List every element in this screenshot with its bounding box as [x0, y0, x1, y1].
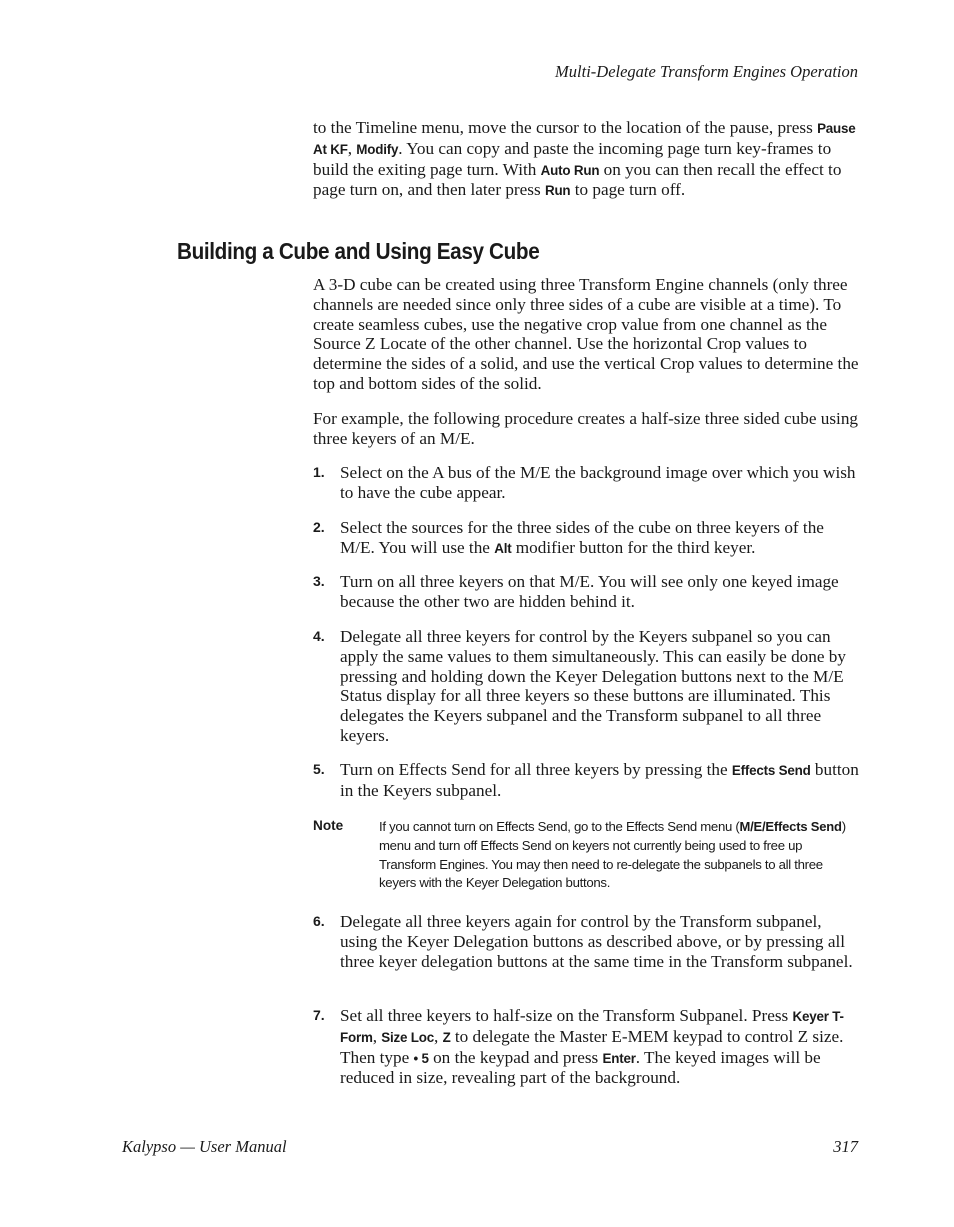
- step-number: 7.: [313, 1007, 325, 1023]
- step-text: to delegate the Master E-MEM keypad to control Z size. Then type: [340, 1026, 844, 1067]
- auto-run-button-ref: Auto Run: [540, 162, 600, 178]
- step-6: [313, 912, 860, 971]
- step-text: ,: [434, 1026, 443, 1046]
- step-text: on the keypad and press: [428, 1047, 603, 1067]
- pause-at-kf-button-ref: Pause At KF: [313, 121, 856, 157]
- step-1: [313, 463, 860, 503]
- step-text: ,: [372, 1026, 382, 1046]
- step-number: 2.: [313, 519, 325, 535]
- footer-manual-title: Kalypso — User Manual: [122, 1137, 287, 1156]
- intro-text: on you can then recall the effect to page turn on, and then later press: [313, 159, 842, 200]
- section-heading: Building a Cube and Using Easy Cube: [177, 238, 540, 264]
- paragraph-text: For example, the following procedure creates a half-size three sided cube using three keyers of an M/E.: [313, 409, 859, 448]
- modify-button-ref: Modify: [356, 141, 399, 157]
- step-number: 4.: [313, 628, 325, 644]
- effects-send-button-ref: Effects Send: [731, 763, 811, 778]
- step-text: Turn on Effects Send for all three keyers by pressing the: [340, 760, 732, 779]
- step-text: Delegate all three keyers again for control by the Transform subpanel, using the Keyer Delegation buttons as described above, or by pressing all three keyer delegation buttons at the same time in the Transform subpanel.: [340, 912, 853, 971]
- intro-text: to page turn off.: [570, 180, 686, 200]
- note-label: Note: [313, 818, 344, 833]
- step-3: [313, 572, 860, 612]
- step-number: 6.: [313, 913, 325, 929]
- keypad-value-ref: • 5: [413, 1050, 429, 1066]
- alt-button-ref: Alt: [494, 540, 512, 556]
- keyer-t-form-button-ref: Keyer T-Form: [340, 1009, 844, 1045]
- step-text: button in the Keyers subpanel.: [340, 760, 859, 800]
- step-text: Select the sources for the three sides of the cube on three keyers of the M/E. You will use the: [340, 518, 824, 557]
- step-number: 1.: [313, 464, 325, 480]
- size-loc-button-ref: Size Loc: [381, 1029, 435, 1045]
- section-paragraph-2: [313, 409, 860, 449]
- run-button-ref: Run: [544, 183, 571, 199]
- effects-send-menu-ref: M/E/Effects Send: [739, 819, 842, 834]
- step-4: [313, 627, 860, 746]
- step-text: Delegate all three keyers for control by the Keyers subpanel so you can apply the same values to them simultaneously. This can easily be done by pressing and holding down the Keyer Delegation buttons next to the M/E Status display for all three keyers so these buttons are illuminated. This delegates the Keyers subpanel and the Transform subpanel to all three keyers.: [340, 627, 846, 745]
- page-number: 317: [833, 1137, 858, 1156]
- section-paragraph-1: [313, 275, 860, 394]
- note-text: ) menu and turn off Effects Send on keyers not currently being used to free up Transform Engines. You may then need to re-delegate the subpanels to all three keyers with the Keyer Delegation buttons.: [379, 819, 846, 891]
- step-number: 5.: [313, 761, 325, 777]
- step-text: modifier button for the third keyer.: [511, 537, 756, 557]
- step-text: Set all three keyers to half-size on the Transform Subpanel. Press: [340, 1006, 793, 1025]
- z-button-ref: Z: [442, 1029, 451, 1045]
- note-block: [313, 818, 860, 893]
- step-number: 3.: [313, 573, 325, 589]
- step-7: [313, 1006, 860, 1088]
- step-5: [313, 760, 860, 801]
- intro-text: to the Timeline menu, move the cursor to the location of the pause, press: [313, 118, 818, 137]
- step-2: [313, 518, 860, 559]
- intro-paragraph: [313, 118, 860, 201]
- note-text: If you cannot turn on Effects Send, go to the Effects Send menu (: [379, 819, 740, 834]
- intro-text: ,: [347, 138, 357, 158]
- step-text: Select on the A bus of the M/E the background image over which you wish to have the cube appear.: [340, 463, 856, 502]
- running-header: Multi-Delegate Transform Engines Operation: [555, 62, 858, 81]
- enter-button-ref: Enter: [602, 1050, 636, 1066]
- paragraph-text: A 3-D cube can be created using three Transform Engine channels (only three channels are needed since only three sides of a cube are visible at a time). To create seamless cubes, use the negative crop value from one channel as the Source Z Locate of the other channel. Use the horizontal Crop values to determine the sides of a solid, and use the vertical Crop values to determine the top and bottom sides of the solid.: [313, 275, 859, 393]
- step-text: . The keyed images will be reduced in size, revealing part of the background.: [340, 1047, 821, 1088]
- intro-text: . You can copy and paste the incoming page turn key-frames to build the exiting page turn. With: [313, 138, 832, 179]
- step-text: Turn on all three keyers on that M/E. You will see only one keyed image because the other two are hidden behind it.: [340, 572, 839, 611]
